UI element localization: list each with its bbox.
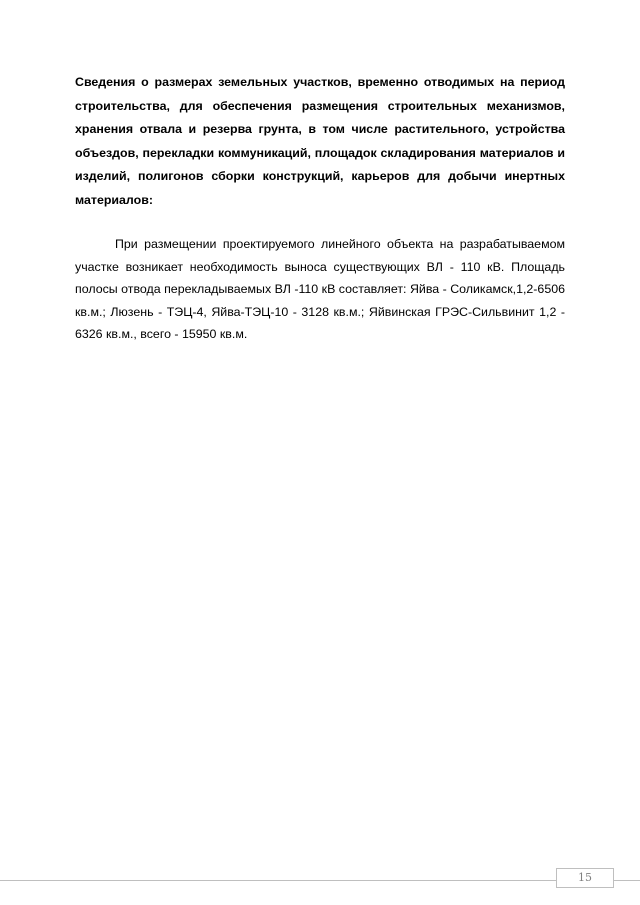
section-heading: Сведения о размерах земельных участков, временно отводимых на период строительства, для обеспечения размещения строительных механизмов, хранения отвала и резерва грунта, в том числе растительного, устройства объездов, перекладки коммуникаций, площадок складирования материалов и изделий, полигонов сборки конструкций, карьеров для добычи инертных материалов:: [75, 75, 565, 207]
body-paragraph: При размещении проектируемого линейного объекта на разрабатываемом участке возникает необходимость выноса существующих ВЛ - 110 кВ. Площадь полосы отвода перекладываемых ВЛ -110 кВ составляет: Яйва - Соликамск,1,2-6506 кв.м.; Люзень - ТЭЦ-4, Яйва-ТЭЦ-10 - 3128 кв.м.; Яйвинская ГРЭС-Сильвинит 1,2 - 6326 кв.м., всего - 15950 кв.м.: [75, 237, 565, 342]
page-number: 15: [556, 868, 614, 888]
footer-divider: [0, 880, 640, 881]
